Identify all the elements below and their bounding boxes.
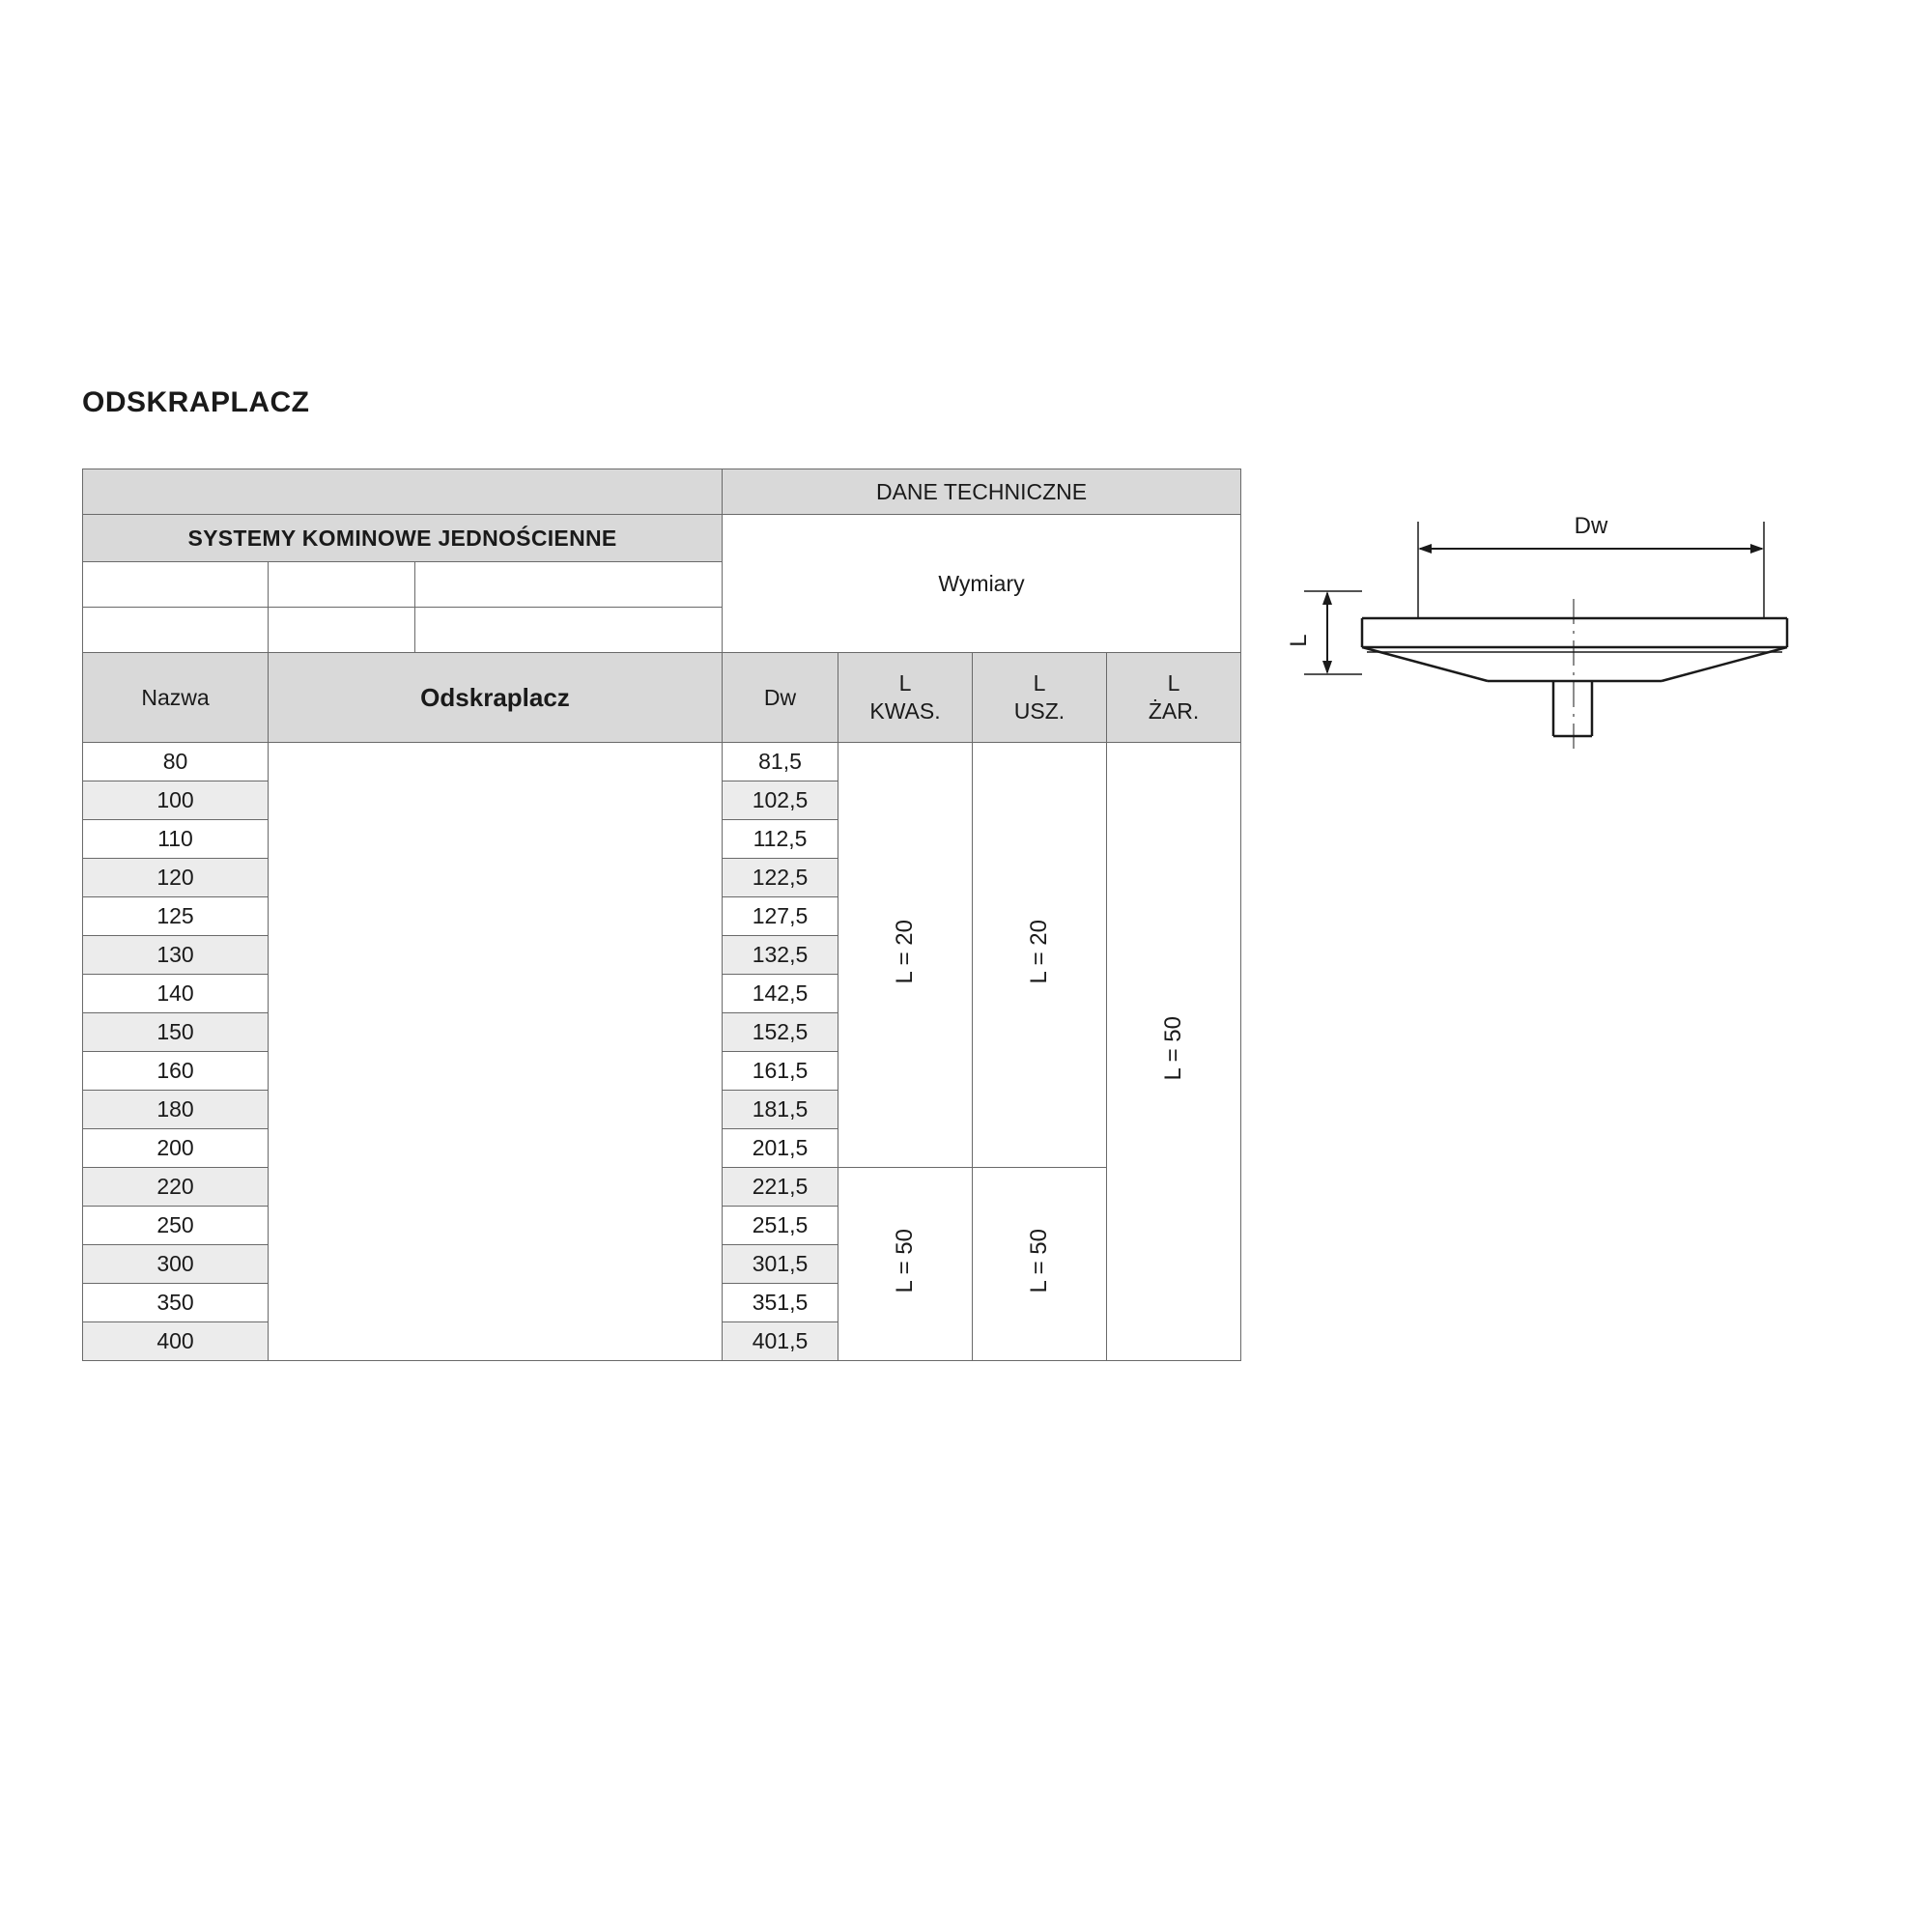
cell-dw: 181,5	[723, 1091, 838, 1129]
cell-nazwa: 110	[83, 820, 269, 859]
cell-nazwa: 180	[83, 1091, 269, 1129]
l-arrow-top-icon	[1322, 591, 1332, 605]
col-header-l-kwas-line2: KWAS.	[869, 698, 941, 724]
col-header-l-zar-line2: ŻAR.	[1148, 698, 1200, 724]
cell-dw: 152,5	[723, 1013, 838, 1052]
cell-nazwa: 350	[83, 1284, 269, 1322]
cell-dw: 301,5	[723, 1245, 838, 1284]
cell-l-usz-top	[973, 743, 1107, 1168]
dw-arrow-right-icon	[1750, 544, 1764, 554]
cell-l-zar-all	[1107, 743, 1241, 1361]
cell-dw: 122,5	[723, 859, 838, 897]
header-systemy-kominowe: SYSTEMY KOMINOWE JEDNOŚCIENNE	[83, 515, 723, 562]
l-arrow-bottom-icon	[1322, 661, 1332, 674]
technical-drawing	[1285, 502, 1864, 811]
col-header-l-zar	[1107, 653, 1241, 743]
cell-dw: 201,5	[723, 1129, 838, 1168]
table-header-row-1	[83, 469, 1241, 515]
col-header-l-usz-line2: USZ.	[1013, 698, 1065, 724]
table-header-row-2	[83, 515, 1241, 562]
cell-l-usz-bottom-value: L = 50	[1026, 1229, 1052, 1293]
cell-nazwa: 250	[83, 1207, 269, 1245]
table-row	[83, 743, 1241, 781]
header-blank-b1	[83, 608, 269, 653]
cell-dw: 102,5	[723, 781, 838, 820]
cell-dw: 127,5	[723, 897, 838, 936]
col-header-product: Odskraplacz	[269, 653, 723, 743]
col-header-l-kwas	[838, 653, 973, 743]
spec-table	[82, 469, 1241, 1361]
cell-dw: 401,5	[723, 1322, 838, 1361]
header-blank-a1	[83, 562, 269, 608]
cell-l-usz-top-value: L = 20	[1026, 920, 1052, 984]
cell-dw: 132,5	[723, 936, 838, 975]
spec-table-wrapper	[82, 469, 1203, 1361]
cell-product-image	[269, 743, 723, 1361]
cell-l-kwas-bottom	[838, 1168, 973, 1361]
header-blank-a3	[415, 562, 723, 608]
header-dane-techniczne: DANE TECHNICZNE	[723, 469, 1241, 515]
dw-arrow-left-icon	[1418, 544, 1432, 554]
col-header-l-kwas-line1: L	[898, 670, 912, 696]
table-column-labels	[83, 653, 1241, 743]
cell-nazwa: 80	[83, 743, 269, 781]
cell-nazwa: 130	[83, 936, 269, 975]
cell-nazwa: 120	[83, 859, 269, 897]
cell-dw: 251,5	[723, 1207, 838, 1245]
page-title: ODSKRAPLACZ	[82, 386, 310, 418]
cell-l-zar-all-value: L = 50	[1160, 1016, 1187, 1081]
col-header-l-usz	[973, 653, 1107, 743]
cell-dw: 161,5	[723, 1052, 838, 1091]
header-blank-left	[83, 469, 723, 515]
cell-l-kwas-bottom-value: L = 50	[892, 1229, 918, 1293]
col-header-l-zar-line1: L	[1167, 670, 1180, 696]
header-blank-b3	[415, 608, 723, 653]
l-label: L	[1286, 634, 1312, 647]
col-header-l-usz-line1: L	[1033, 670, 1046, 696]
cell-nazwa: 100	[83, 781, 269, 820]
cell-nazwa: 160	[83, 1052, 269, 1091]
col-header-dw: Dw	[723, 653, 838, 743]
cell-l-usz-bottom	[973, 1168, 1107, 1361]
drawing-svg	[1285, 502, 1864, 811]
header-blank-a2	[269, 562, 415, 608]
dw-label: Dw	[1574, 513, 1608, 539]
header-blank-b2	[269, 608, 415, 653]
cell-nazwa: 150	[83, 1013, 269, 1052]
cell-dw: 112,5	[723, 820, 838, 859]
cell-dw: 351,5	[723, 1284, 838, 1322]
cell-nazwa: 200	[83, 1129, 269, 1168]
cell-nazwa: 300	[83, 1245, 269, 1284]
cell-nazwa: 400	[83, 1322, 269, 1361]
col-header-nazwa: Nazwa	[83, 653, 269, 743]
header-wymiary: Wymiary	[723, 515, 1241, 653]
cell-dw: 81,5	[723, 743, 838, 781]
cell-l-kwas-top-value: L = 20	[892, 920, 918, 984]
cell-nazwa: 220	[83, 1168, 269, 1207]
cell-l-kwas-top	[838, 743, 973, 1168]
cell-nazwa: 140	[83, 975, 269, 1013]
cell-nazwa: 125	[83, 897, 269, 936]
cell-dw: 142,5	[723, 975, 838, 1013]
cell-dw: 221,5	[723, 1168, 838, 1207]
